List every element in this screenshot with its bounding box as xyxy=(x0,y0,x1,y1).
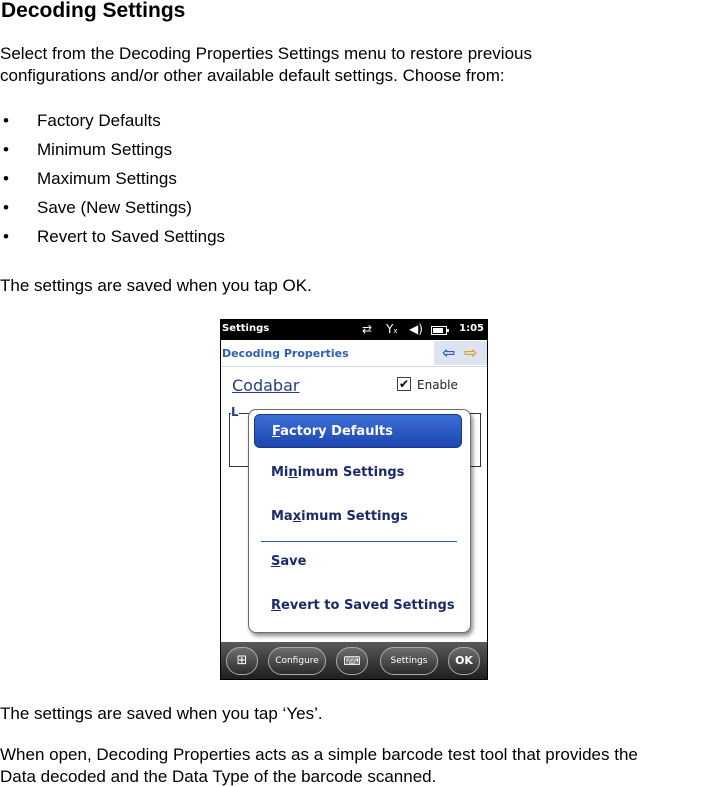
bullet-icon: • xyxy=(3,169,9,188)
device-screenshot xyxy=(220,319,488,680)
menu-item-revert-saved-settings[interactable]: Revert to Saved Settings xyxy=(271,598,455,613)
list-item-text: Factory Defaults xyxy=(37,111,161,130)
status-bar xyxy=(221,320,487,340)
page-heading: Decoding Settings xyxy=(1,0,186,22)
bullet-icon: • xyxy=(3,111,9,130)
app-header xyxy=(221,340,487,367)
list-item-text: Save (New Settings) xyxy=(37,198,192,217)
final-line-2: Data decoded and the Data Type of the barcode scanned. xyxy=(0,767,437,786)
taskbar xyxy=(221,642,487,679)
menu-item-save[interactable]: Save xyxy=(271,554,307,569)
forward-arrow-icon[interactable]: ⇨ xyxy=(464,343,478,362)
enable-label: Enable xyxy=(417,378,458,392)
ok-button[interactable]: OK xyxy=(448,647,480,675)
enable-checkbox[interactable]: ✔ xyxy=(398,377,410,391)
nav-buttons xyxy=(434,341,487,365)
groupbox-label: L xyxy=(231,405,239,419)
bullet-icon: • xyxy=(3,227,9,246)
windows-start-icon[interactable]: ⊞ xyxy=(226,647,258,675)
saved-yes-text: The settings are saved when you tap ‘Yes’. xyxy=(0,704,323,723)
status-title: Settings xyxy=(222,323,270,334)
menu-separator xyxy=(261,541,457,542)
no-signal-icon[interactable]: Yx xyxy=(386,322,398,336)
symbology-link[interactable]: Codabar xyxy=(232,376,300,395)
keyboard-icon[interactable]: ⌨ xyxy=(336,647,368,675)
configure-button[interactable]: Configure xyxy=(268,647,326,675)
bullet-icon: • xyxy=(3,140,9,159)
list-item-text: Revert to Saved Settings xyxy=(37,227,226,246)
menu-item-factory-defaults[interactable]: Factory Defaults xyxy=(254,414,462,448)
bullet-icon: • xyxy=(3,198,9,217)
intro-line-1: Select from the Decoding Properties Settings menu to restore previous xyxy=(0,44,532,63)
final-line-1: When open, Decoding Properties acts as a simple barcode test tool that provides the xyxy=(0,745,638,764)
sync-icon[interactable]: ⇄ xyxy=(362,322,373,336)
list-item-text: Minimum Settings xyxy=(37,140,173,159)
app-title: Decoding Properties xyxy=(222,347,349,360)
clock[interactable]: 1:05 xyxy=(459,323,484,334)
intro-line-2: configurations and/or other available default settings. Choose from: xyxy=(0,66,505,85)
saved-ok-text: The settings are saved when you tap OK. xyxy=(0,276,312,295)
battery-icon[interactable] xyxy=(431,326,447,335)
menu-item-minimum-settings[interactable]: Minimum Settings xyxy=(271,465,405,480)
settings-popup-menu xyxy=(248,409,471,633)
list-item-text: Maximum Settings xyxy=(37,169,177,188)
back-arrow-icon[interactable]: ⇦ xyxy=(442,343,456,362)
speaker-icon[interactable]: ◀) xyxy=(409,322,423,336)
settings-button[interactable]: Settings xyxy=(380,647,438,675)
menu-item-maximum-settings[interactable]: Maximum Settings xyxy=(271,509,408,524)
